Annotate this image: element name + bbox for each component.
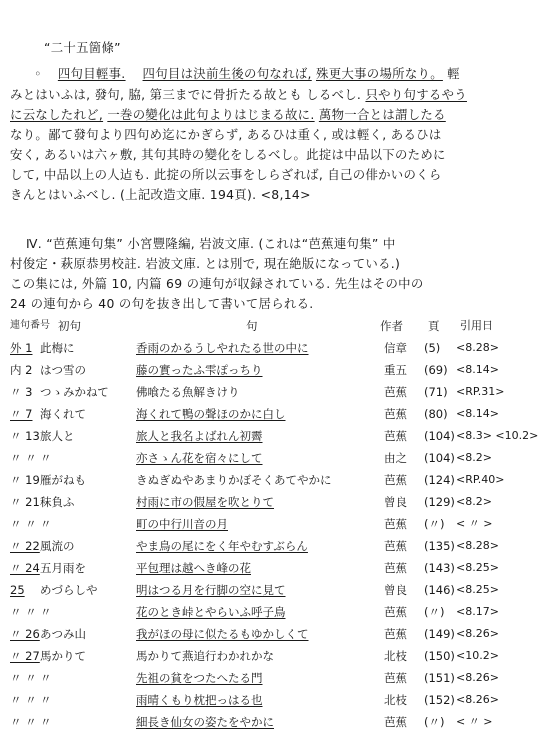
row-author: 芭蕉 [384, 561, 407, 575]
row-author: 芭蕉 [384, 539, 407, 553]
row-verse: 細長き仙女の姿たをやかに [136, 715, 274, 729]
row-verse: やま鳥の尾にをく年やむすぶらん [136, 539, 308, 553]
row-first-line: 五月雨を [40, 561, 86, 575]
table-row [0, 604, 516, 620]
row-verse: 先祖の貧をつたへたる門 [136, 671, 263, 685]
row-num: 〃 21 [10, 495, 40, 509]
table-row [0, 582, 516, 598]
header-date: 引用日 [460, 319, 493, 332]
row-date: <8.2> [456, 451, 492, 464]
row-page: (104) [424, 451, 455, 465]
row-page: (104) [424, 429, 455, 443]
table-row [0, 714, 516, 730]
row-author: 芭蕉 [384, 517, 407, 531]
row-num: 外 1 [10, 341, 33, 355]
row-num: 〃 〃 [10, 693, 37, 707]
row-page: (149) [424, 627, 455, 641]
row-page: (151) [424, 671, 455, 685]
row-date: <8.17> [456, 605, 499, 618]
table-row [0, 692, 516, 708]
header-page: 頁 [428, 319, 440, 333]
para1-line-7: きんとはいふべし. (上記改造文庫. 194頁). <8,14> [10, 187, 311, 202]
para1-line-4: なり。鄙て發句より四句め迄にかぎらず, あるひは重く, 或は輕く, あるひは [10, 127, 442, 142]
row-page: (135) [424, 539, 455, 553]
row-verse: きぬぎぬやあまりかぼそくあてやかに [136, 473, 332, 487]
row-page: (71) [424, 385, 448, 399]
row-num: 〃 〃 [10, 517, 37, 531]
row-first-line: 此梅に [40, 341, 75, 355]
row-num: 〃 24 [10, 561, 40, 575]
para1-l2-a: みとはいふは, 發句, 脇, 第三までに骨折たる故とも しるべし. [10, 87, 362, 102]
row-num: 〃 22 [10, 539, 40, 553]
row-author: 芭蕉 [384, 473, 407, 487]
row-author: 北枝 [384, 693, 407, 707]
table-row [0, 406, 516, 422]
table-row [0, 450, 516, 466]
row-first-line: 雁がねも [40, 473, 86, 487]
row-page: (〃) [424, 517, 445, 531]
table-row [0, 670, 516, 686]
para1-line-3 [10, 107, 446, 123]
row-date: <8.28> [456, 341, 499, 354]
table-row [0, 340, 516, 356]
row-author: 由之 [384, 451, 407, 465]
row-first-line: 〃 [40, 671, 52, 685]
para1-l1-b: 四句目は決前生後の句なれば, [142, 66, 312, 81]
row-first-line: 〃 [40, 715, 52, 729]
row-date: <8.2> [456, 495, 492, 508]
row-verse: 村雨に市の假屋を吹とりて [136, 495, 274, 509]
row-author: 北枝 [384, 649, 407, 663]
row-author: 曾良 [384, 583, 407, 597]
row-page: (150) [424, 649, 455, 663]
row-num: 内 2 [10, 363, 33, 377]
para1-l3-a: に云なしたれど, [10, 107, 104, 122]
para1-l1-a: 四句目輕事. [57, 66, 126, 81]
row-page: (152) [424, 693, 455, 707]
row-verse: 花のとき峠とやらいふ呼子鳥 [136, 605, 286, 619]
row-verse: 雨晴くもり枕把っはる也 [136, 693, 263, 707]
section2-line-4: 24 の連句から 40 の句を抜き出して書いて居られる. [10, 296, 314, 311]
row-verse: 明はつる月を行脚の空に見て [136, 583, 286, 597]
para1-l3-b: 一巻の變化は此句よりはじまる故に. [107, 107, 315, 122]
row-date: <8.25> [456, 583, 499, 596]
row-date: <8.28> [456, 539, 499, 552]
row-page: (〃) [424, 715, 445, 729]
row-verse: 香雨のかるうしやれたる世の中に [136, 341, 309, 355]
row-author: 重五 [384, 363, 407, 377]
table-row [0, 538, 516, 554]
para1-line-2 [10, 87, 467, 103]
row-page: (5) [424, 341, 441, 355]
row-num: 〃 19 [10, 473, 40, 487]
table-row [0, 560, 516, 576]
row-num: 〃 27 [10, 649, 40, 663]
row-num: 〃 〃 [10, 671, 37, 685]
para1-l2-b: 只やり句するやう [365, 87, 467, 102]
row-first-line: あつみ山 [40, 627, 86, 641]
para1-line-5: 安く, あるいは六ヶ敷, 其句其時の變化をしるべし。此掟は中品以下のために [10, 147, 446, 162]
row-page: (124) [424, 473, 455, 487]
row-verse: 我がほの母に似たるもゆかしくて [136, 627, 309, 641]
table-row [0, 516, 516, 532]
header-num: 連句番号 [10, 320, 50, 331]
row-page: (129) [424, 495, 455, 509]
row-author: 芭蕉 [384, 429, 407, 443]
row-page: (146) [424, 583, 455, 597]
row-num: 〃 7 [10, 407, 33, 421]
table-header [0, 318, 516, 334]
row-page: (143) [424, 561, 455, 575]
row-author: 信章 [384, 341, 407, 355]
row-author: 曾良 [384, 495, 407, 509]
row-date: <8.26> [456, 693, 499, 706]
row-verse: 藤の實ったふ雫ぽっちり [136, 363, 263, 377]
row-first-line: めづらしや [40, 583, 98, 597]
row-num: 〃 〃 [10, 451, 37, 465]
row-verse: 海くれて鴨の聲ほのかに白し [136, 407, 286, 421]
header-first: 初句 [58, 319, 81, 333]
row-first-line: つゝみかねて [40, 385, 109, 399]
row-date: <10.2> [456, 649, 499, 662]
row-num: 〃 26 [10, 627, 40, 641]
section-quote-title: “二十五箇條” [44, 40, 121, 55]
para1-line-1 [10, 66, 460, 82]
row-date: < 〃 > [456, 517, 493, 530]
table-row [0, 648, 516, 664]
row-num: 〃 〃 [10, 605, 37, 619]
section2-line-1: Ⅳ. “芭蕉連句集” 小宮豐隆編, 岩波文庫. (これは“芭蕉連句集” 中 [26, 236, 396, 251]
row-date: <RP.31> [456, 385, 505, 398]
row-author: 芭蕉 [384, 627, 407, 641]
row-verse: 馬かりて燕追行わかれかな [136, 649, 274, 663]
row-first-line: 馬かりて [40, 649, 86, 663]
row-first-line: はつ雪の [40, 363, 86, 377]
row-date: <8.3> <10.2> [456, 429, 538, 442]
table-row [0, 472, 516, 488]
row-num: 〃 3 [10, 385, 33, 399]
row-first-line: 海くれて [40, 407, 86, 421]
row-verse: 佛喰たる魚解きけり [136, 385, 240, 399]
row-first-line: 〃 [40, 605, 52, 619]
row-author: 芭蕉 [384, 605, 407, 619]
row-verse: 平包理は越へき峰の花 [136, 561, 251, 575]
row-date: <8.25> [456, 561, 499, 574]
row-verse: 町の中行川音の月 [136, 517, 228, 531]
para1-line-6: して, 中品以上の人迠も. 此掟の所以云事をしらざれば, 自己の俳かいのくら [10, 167, 442, 182]
table-row [0, 384, 516, 400]
row-author: 芭蕉 [384, 385, 407, 399]
row-author: 芭蕉 [384, 407, 407, 421]
row-date: <8.14> [456, 407, 499, 420]
para1-l3-c: 萬物一合とは謂したる [318, 107, 446, 122]
row-verse: 亦さゝん花を宿々にして [136, 451, 263, 465]
row-date: <8.14> [456, 363, 499, 376]
row-num: 〃 〃 [10, 715, 37, 729]
para1-l1-d: 輕 [447, 66, 460, 81]
row-first-line: 秣負ふ [40, 495, 75, 509]
bullet: ◦ [34, 66, 42, 81]
row-page: (〃) [424, 605, 445, 619]
section2-line-2: 村俊定・萩原恭男校註. 岩波文庫. とは別で, 現在絶版になっている.) [10, 256, 401, 271]
row-author: 芭蕉 [384, 671, 407, 685]
para1-l1-c: 殊更大事の場所なり。 [316, 66, 443, 81]
header-verse: 句 [246, 319, 258, 333]
row-first-line: 〃 [40, 517, 52, 531]
row-author: 芭蕉 [384, 715, 407, 729]
table-row [0, 626, 516, 642]
row-first-line: 〃 [40, 451, 52, 465]
table-row [0, 428, 538, 444]
row-first-line: 〃 [40, 693, 52, 707]
row-verse: 旅人と我名よばれん初霽 [136, 429, 263, 443]
row-first-line: 旅人と [40, 429, 75, 443]
table-row [0, 494, 516, 510]
row-page: (80) [424, 407, 448, 421]
table-row [0, 362, 516, 378]
row-page: (69) [424, 363, 448, 377]
row-date: <8.26> [456, 671, 499, 684]
header-author: 作者 [380, 319, 403, 333]
row-num: 25 [10, 583, 25, 597]
row-date: < 〃 > [456, 715, 493, 728]
row-first-line: 風流の [40, 539, 75, 553]
row-num: 〃 13 [10, 429, 40, 443]
section2-line-3: この集には, 外篇 10, 内篇 69 の連句が収録されている. 先生はその中の [10, 276, 424, 291]
row-date: <RP.40> [456, 473, 505, 486]
row-date: <8.26> [456, 627, 499, 640]
